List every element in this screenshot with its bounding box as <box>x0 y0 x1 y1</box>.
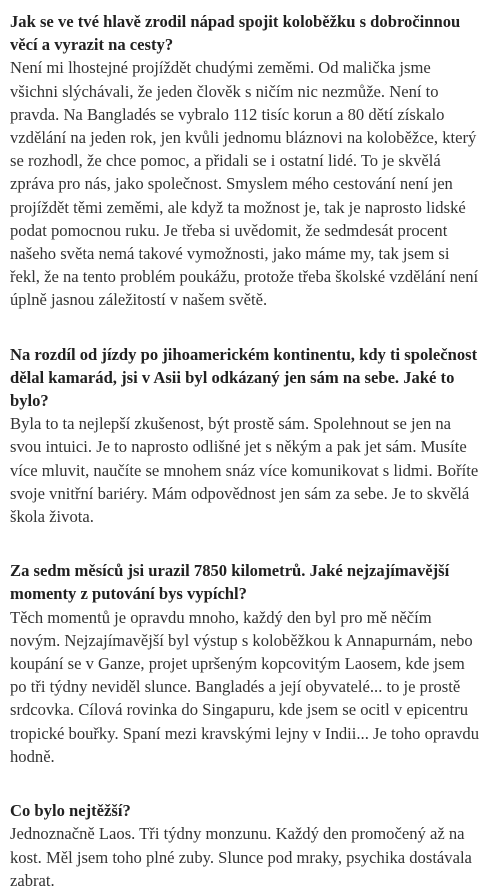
question-2: Na rozdíl od jízdy po jihoamerickém kontinentu, kdy ti společnost dělal kamarád, jsi v Asii byl odkázaný jen sám na sebe. Jaké to bylo? <box>10 344 478 411</box>
question-3: Za sedm měsíců jsi urazil 7850 kilometrů. Jaké nejzajímavější momenty z putování bys vypíchl? <box>10 561 450 604</box>
answer-4: Jednoznačně Laos. Tři týdny monzunu. Každý den promočený až na kost. Měl jsem toho plné zuby. Slunce pod mraky, psychika dostávala zabrat. <box>10 824 472 890</box>
qa-block-3 <box>10 559 482 768</box>
qa-block-1 <box>10 10 482 312</box>
question-1: Jak se ve tvé hlavě zrodil nápad spojit koloběžku s dobročinnou věcí a vyrazit na cesty? <box>10 12 461 55</box>
answer-1: Není mi lhostejné projíždět chudými zeměmi. Od malička jsme všichni slýchávali, že jeden člověk s ničím nic nezmůže. Není to pravda. Na Bangladés se vybralo 112 tisíc korun a 80 dětí získalo vzdělání na jeden rok, jen kvůli jednomu bláznovi na koloběžce, který se rozhodl, že chce pomoc, a přidali se i ostatní lidé. To je skvělá zpráva pro nás, jako společnost. Smyslem mého cestování není jen projíždět těmi zeměmi, ale když ta možnost je, tak je naprosto lidské podat pomocnou ruku. Je třeba si uvědomit, že sedmdesát procent našeho světa nemá takové vymožnosti, jako máme my, tak jsem si řekl, že na tento problém poukážu, protože třeba školské vzdělání není úplně jasnou záležitostí v našem světě. <box>10 58 479 310</box>
question-4: Co bylo nejtěžší? <box>10 801 131 821</box>
qa-block-4 <box>10 799 482 892</box>
answer-3: Těch momentů je opravdu mnoho, každý den byl pro mě něčím novým. Nejzajímavější byl výstup s koloběžkou k Annapurnám, nebo koupání se v Ganze, projet upršeným kopcovitým Laosem, kde jsem po tři týdny neviděl slunce. Bangladés a její obyvatelé... to je prostě srdcovka. Cílová rovinka do Singapuru, kde jsem se ocitl v epicentru tropické bouřky. Spaní mezi kravskými lejny v Indii... Je toho opravdu hodně. <box>10 607 479 766</box>
qa-block-2 <box>10 343 482 529</box>
answer-2: Byla to ta nejlepší zkušenost, být prostě sám. Spolehnout se jen na svou intuici. Je to naprosto odlišné jet s někým a pak jet sám. Musíte více mluvit, naučíte se mnohem snáz více komunikovat s lidmi. Boříte svoje vnitřní bariéry. Mám odpovědnost jen sám za sebe. Je to skvělá škola života. <box>10 414 479 527</box>
